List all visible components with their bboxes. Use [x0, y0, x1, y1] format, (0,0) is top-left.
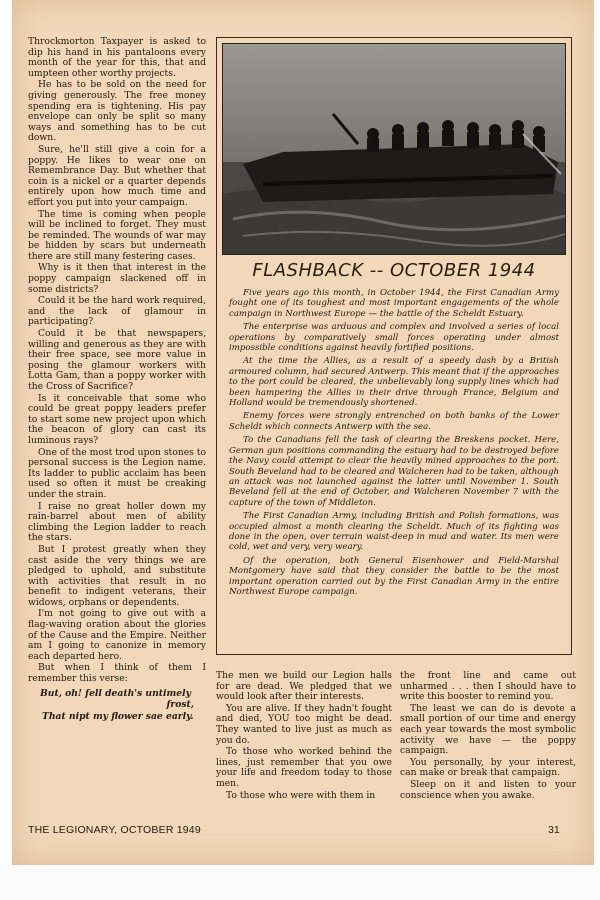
paragraph: Sleep on it and listen to your conscience when you awake. [400, 778, 576, 801]
paragraph: You are alive. If they hadn't fought and died, YOU too might be dead. They wanted to live just as much as you do. [216, 702, 392, 746]
paragraph: Why is it then that interest in the poppy campaign slackened off in some districts? [28, 262, 206, 295]
paragraph: The time is coming when people will be inclined to forget. They must be reminded. The wounds of war may be hidden by scars but underneath there are still many festering cases. [28, 208, 206, 262]
verse-line: frost, [166, 699, 194, 711]
paragraph: The men we build our Legion halls for are dead. We pledged that we would look after their interests. [216, 670, 392, 703]
paragraph: But I protest greatly when they cast aside the very things we are pledged to uphold, and substitute with activities that result in no benefit to indigent veterans, their widows, orphans or dependents. [28, 543, 206, 608]
paragraph: The enterprise was arduous and complex and involved a series of local operations by comparatively small forces operating under almost impossible conditions against heavily fortified positions. [229, 322, 559, 354]
paragraph: Enemy forces were strongly entrenched on both banks of the Lower Scheldt which connects Antwerp with the sea. [229, 411, 559, 432]
paragraph: I raise no great holler down my rain-barrel about men of ability climbing the Legion ladder to reach the stars. [28, 500, 206, 544]
paragraph: At the time the Allies, as a result of a speedy dash by a British armoured column, had secured Antwerp. This meant that if the approaches to the port could be cleared, the unbelievably long supply lines which had been hampering the Allies in their drive through France, Belgium and Holland would be tremendously shortened. [229, 356, 559, 409]
poem-verse [28, 688, 206, 723]
paragraph: You personally, by your interest, can make or break that campaign. [400, 756, 576, 779]
paragraph: Is it conceivable that some who could be great poppy leaders prefer to start some new project upon which the beacon of glory can cast its luminous rays? [28, 392, 206, 446]
paragraph: The least we can do is devote a small portion of our time and energy each year towards the most symbolic activity we have — the poppy campaign. [400, 702, 576, 757]
flashback-box [216, 37, 572, 655]
paragraph: To the Canadians fell the task of clearing the Breskens pocket. Here, German gun positions commanding the estuary had to be destroyed before the Navy could attempt to clear the heavily mined approaches to the port. South Beveland had to be cleared and Walcheren had to be taken, although an attack was not launched against the latter until November 1. South Beveland fell at the end of October, and Walcheren November 7 with the capture of the town of Middleton. [229, 435, 559, 508]
flashback-headline: FLASHBACK -- OCTOBER 1944 [252, 260, 536, 281]
bottom-middle-column [216, 671, 392, 802]
paragraph: Five years ago this month, in October 1944, the First Canadian Army fought one of its toughest and most important engagements of the whole campaign in Northwest Europe — the battle of the Scheldt Estuary. [229, 288, 559, 319]
page-background [0, 865, 600, 900]
paragraph: Could it be that newspapers, willing and generous as they are with their free space, see more value in posing the glamour workers with Lotta Gam, than a poppy worker with the Cross of Sacrifice? [28, 328, 206, 392]
photo-illustration [223, 44, 565, 254]
paragraph: Sure, he'll still give a coin for a poppy. He likes to wear one on Remembrance Day. But whether that coin is a nickel or a quarter depends entirely upon how much time and effort you put into your campaign. [28, 143, 206, 208]
verse-line: That nipt my flower sae early. [42, 710, 194, 722]
page-number: 31 [548, 824, 560, 836]
paragraph: To those who worked behind the lines, just remember that you owe your life and freedom today to those men. [216, 746, 392, 789]
bottom-right-column [400, 671, 576, 802]
flashback-article [229, 288, 559, 600]
publication-footer: THE LEGIONARY, OCTOBER 1949 [28, 824, 201, 836]
paragraph: Could it be the hard work required, and the lack of glamour in participating? [28, 295, 206, 328]
paragraph: Throckmorton Taxpayer is asked to dip his hand in his pantaloons every month of the year for this, that and umpteen other worthy projects. [28, 36, 206, 79]
paragraph: I'm not going to give out with a flag-waving oration about the glories of the Cause and the Empire. Neither am I going to canonize in memory each departed hero. [28, 608, 206, 662]
left-column-article [28, 37, 206, 722]
paragraph: the front line and came out unharmed . . . then I should have to write this booster to remind you. [400, 670, 576, 703]
verse-line: But, oh! fell death's untimely [40, 687, 191, 699]
paragraph: But when I think of them I remember this verse: [28, 662, 206, 685]
amphibious-vehicle-photo [222, 43, 566, 255]
paragraph: He has to be sold on the need for giving generously. The free money spending era is tightening. His pay envelope can only be split so many ways and something has to be cut down. [28, 79, 206, 144]
paragraph: One of the most trod upon stones to personal success is the Legion name. Its ladder to public acclaim has been used so often it must be creaking under the strain. [28, 446, 206, 500]
paragraph: To those who were with them in [226, 789, 376, 801]
paragraph: Of the operation, both General Eisenhower and Field-Marshal Montgomery have said that they consider the battle to be the most important operation carried out by the First Canadian Army in the entire Northwest Europe campaign. [229, 555, 559, 597]
paragraph: The First Canadian Army, including British and Polish formations, was occupied almost a month clearing the Scheldt. Much of its fighting was done in the open, over terrain waist-deep in mud and water. Its men were cold, wet and very, very weary. [229, 511, 559, 553]
